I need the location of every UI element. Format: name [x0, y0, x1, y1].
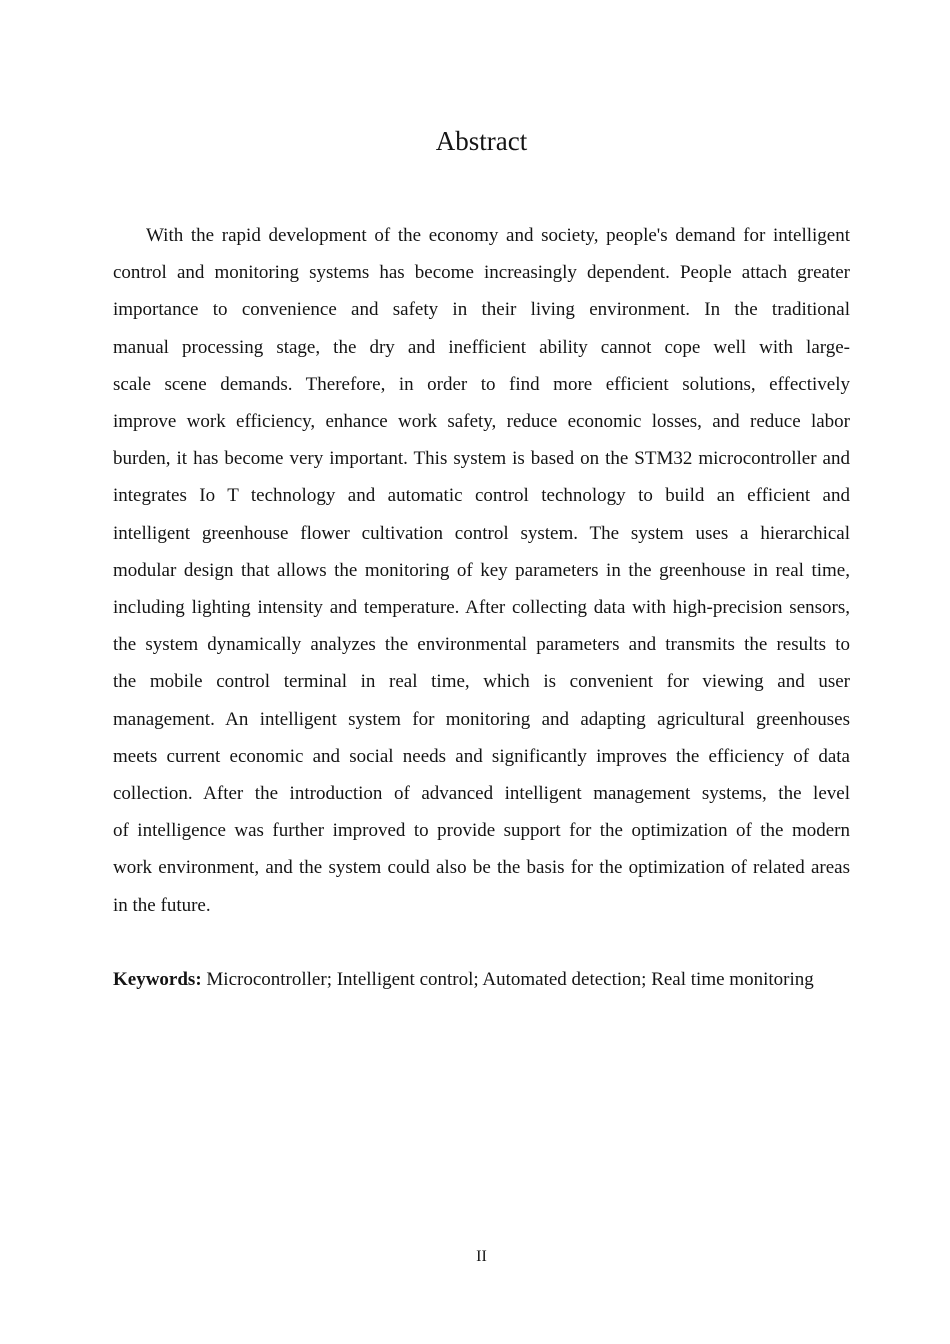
- abstract-line: management. An intelligent system for monitoring and adapting agricultural greenhouses: [113, 708, 850, 730]
- abstract-line: scale scene demands. Therefore, in order to find more efficient solutions, effectively: [113, 373, 850, 395]
- abstract-line: With the rapid development of the economy and society, people's demand for intelligent: [146, 225, 850, 246]
- abstract-line: manual processing stage, the dry and inefficient ability cannot cope well with large-: [113, 336, 850, 358]
- abstract-line: collection. After the introduction of advanced intelligent management systems, the level: [113, 783, 850, 805]
- keywords-line: [113, 961, 850, 998]
- abstract-line: the mobile control terminal in real time, which is convenient for viewing and user: [113, 671, 850, 693]
- abstract-line: work environment, and the system could also be the basis for the optimization of related areas: [113, 857, 850, 879]
- abstract-line: including lighting intensity and temperature. After collecting data with high-precision sensors,: [113, 597, 850, 619]
- abstract-line: meets current economic and social needs and significantly improves the efficiency of data: [113, 745, 850, 767]
- abstract-line: of intelligence was further improved to provide support for the optimization of the modern: [113, 820, 850, 842]
- abstract-line: the system dynamically analyzes the environmental parameters and transmits the results to: [113, 634, 850, 656]
- abstract-line: intelligent greenhouse flower cultivation control system. The system uses a hierarchical: [113, 522, 850, 544]
- abstract-line: control and monitoring systems has become increasingly dependent. People attach greater: [113, 262, 850, 284]
- abstract-line: integrates Io T technology and automatic control technology to build an efficient and: [113, 485, 850, 507]
- page-title: Abstract: [435, 126, 528, 156]
- abstract-line: modular design that allows the monitoring of key parameters in the greenhouse in real time,: [113, 559, 850, 581]
- abstract-line: importance to convenience and safety in their living environment. In the traditional: [113, 299, 850, 321]
- page-number: II: [476, 1248, 487, 1265]
- abstract-line: in the future.: [113, 894, 211, 916]
- abstract-line: burden, it has become very important. This system is based on the STM32 microcontroller and: [113, 448, 850, 470]
- keywords-text: Microcontroller; Intelligent control; Automated detection; Real time monitoring: [206, 969, 814, 990]
- keywords-label: Keywords:: [113, 969, 202, 990]
- abstract-line: improve work efficiency, enhance work safety, reduce economic losses, and reduce labor: [113, 411, 850, 433]
- abstract-paragraph: [113, 217, 850, 924]
